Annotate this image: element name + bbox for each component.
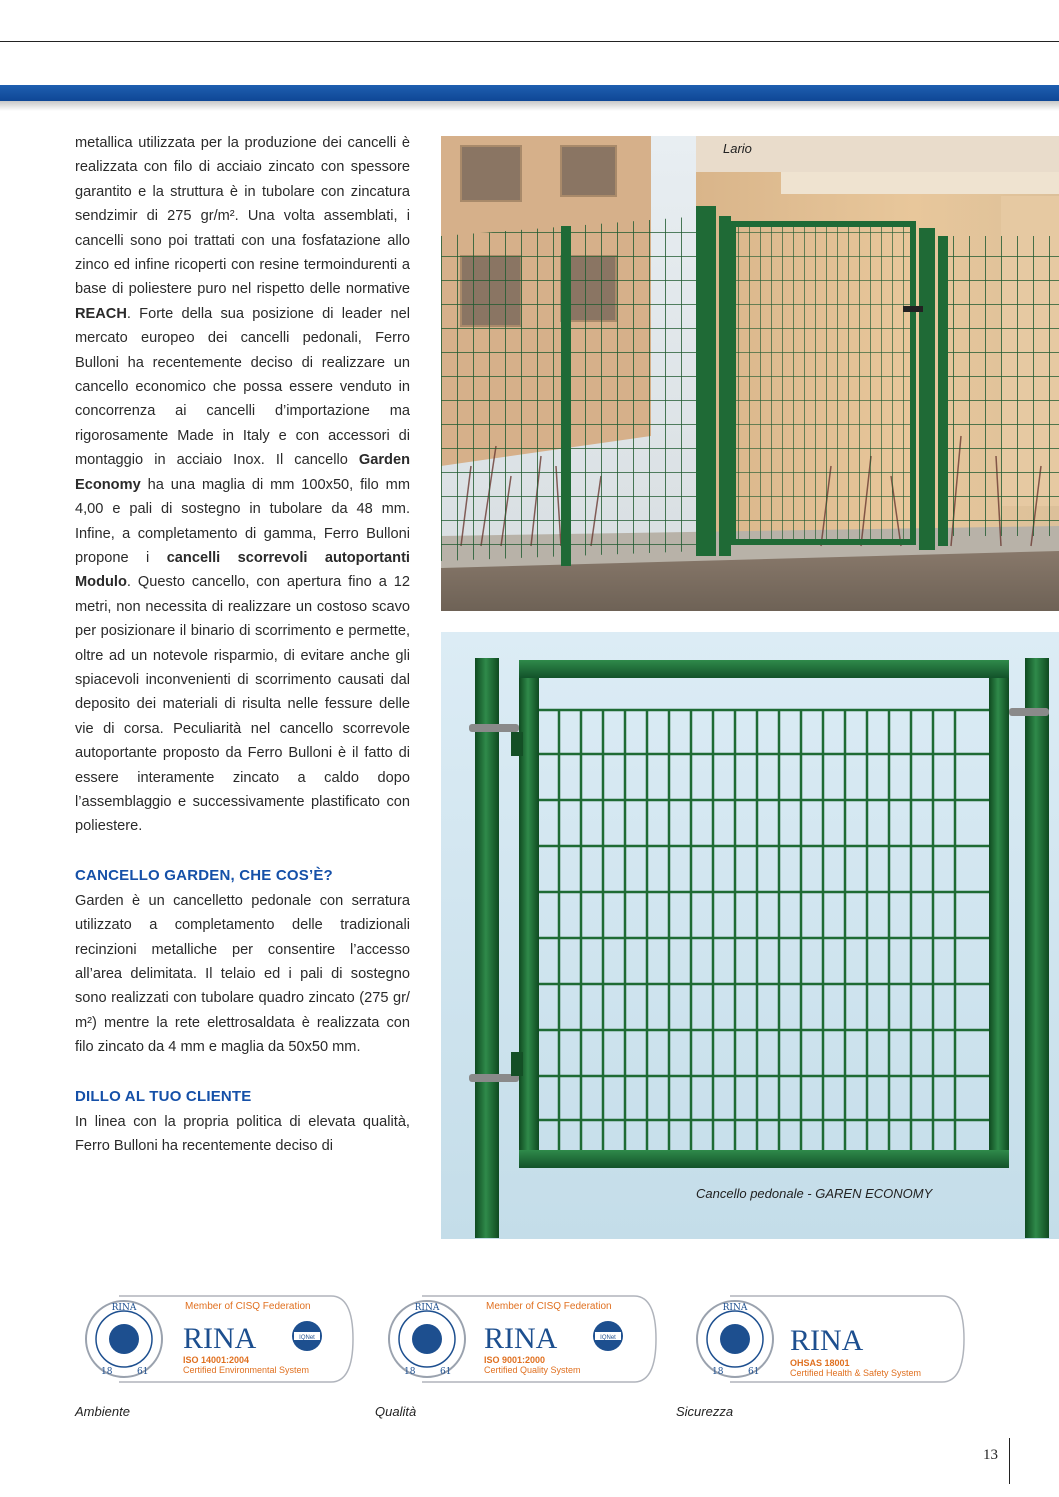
rina-safety-logo	[690, 1290, 966, 1388]
seal-year-right: 61	[440, 1367, 452, 1377]
photo-caption-lario: Lario	[723, 141, 752, 156]
gate-illustration	[441, 632, 1059, 1239]
ohsas-standard: OHSAS 18001	[790, 1358, 850, 1368]
seal-top-text: RINA	[414, 1303, 440, 1313]
paragraph-text: metallica utilizzata per la produzione dei cancelli è realizzata con filo di acciaio zincato con spessore garantito e la struttura è in tubolare con zincatura sendzimir di 275 gr/m². Una volta assemblati, i cancelli sono poi trattati con una fosfatazione allo zinco ed infine ricoperti con resine termoindurenti a base di poliestere puro nel rispetto delle normative	[75, 135, 410, 298]
cisq-member-text: Member of CISQ Federation	[486, 1301, 612, 1312]
system-text: Certified Environmental System	[183, 1365, 310, 1375]
rina-environment-logo	[79, 1290, 355, 1388]
article-text-column	[75, 131, 410, 1158]
rina-brand: RINA	[183, 1322, 257, 1355]
iqnet-badge-text: IQNet	[600, 1335, 616, 1341]
header-band-shadow	[0, 101, 1059, 111]
fence-photo-illustration	[441, 136, 1059, 611]
seal-year-right: 61	[748, 1367, 760, 1377]
section-heading-cliente: DILLO AL TUO CLIENTE	[75, 1087, 252, 1105]
seal-year-left: 18	[712, 1367, 724, 1377]
article-paragraph-1	[75, 131, 410, 839]
iso-standard: ISO 14001:2004	[183, 1355, 250, 1365]
rina-brand: RINA	[484, 1322, 558, 1355]
caption-qualita: Qualità	[375, 1404, 417, 1419]
rina-brand: RINA	[790, 1324, 864, 1357]
header-blue-band	[0, 85, 1059, 101]
paragraph-text: ha una maglia di mm 100x50, filo mm 4,00 e pali di sostegno in tubolare da 48 mm. Infine, a completamento di gamma, Ferro Bulloni propone i	[75, 476, 410, 566]
article-paragraph-2: Garden è un cancelletto pedonale con serratura utilizzato a completamento delle tradizionali recinzioni metalliche per consentire l’accesso all’area delimitata. Il telaio ed i pali di sostegno sono realizzati con tubolare quadro zincato (275 gr/ m²) mentre la rete elettrosaldata è realizzata con filo zincato da 4 mm e maglia da 50x50 mm.	[75, 892, 410, 1056]
bold-modulo: cancelli scorrevoli autoportanti Modulo	[75, 549, 410, 591]
iso-standard: ISO 9001:2000	[484, 1355, 546, 1365]
page-number: 13	[983, 1447, 998, 1463]
paragraph-text: . Forte della sua posizione di leader nel mercato europeo dei cancelli pedonali, Ferro Bulloni ha recentemente deciso di realizzare un cancello economico che possa essere venduto in concorrenza ai cancelli d’importazione ma rigorosamente Made in Italy e con accessori di montaggio in acciaio Inox. Il cancello	[75, 305, 410, 469]
top-rule	[0, 41, 1059, 42]
photo-caption-gate: Cancello pedonale - GAREN ECONOMY	[696, 1186, 933, 1201]
seal-year-right: 61	[137, 1367, 149, 1377]
system-text: Certified Quality System	[484, 1365, 581, 1375]
seal-top-text: RINA	[111, 1303, 137, 1313]
page-number-rule	[1009, 1438, 1010, 1484]
caption-ambiente: Ambiente	[75, 1404, 130, 1419]
gate-product-photo	[441, 632, 1059, 1239]
seal-year-left: 18	[101, 1367, 113, 1377]
paragraph-text: . Questo cancello, con apertura fino a 12 metri, non necessita di realizzare un costoso scavo per posizionare il binario di scorrimento e permette, oltre ad un notevole risparmio, di evitare anche gli spiacevoli inconvenienti di scorrimento causati dal deposito dei materiali di risulta nelle fessure delle vie di corsa. Peculiarità nel cancello scorrevole autoportante proposto da Ferro Bulloni è il fatto di essere interamente zincato a caldo dopo l’assemblaggio e successivamente plastificato con poliestere.	[75, 574, 410, 835]
caption-sicurezza: Sicurezza	[676, 1404, 734, 1419]
fence-photo	[441, 136, 1059, 611]
rina-quality-logo	[382, 1290, 658, 1388]
system-text: Certified Health & Safety System	[790, 1368, 922, 1378]
cisq-member-text: Member of CISQ Federation	[185, 1301, 311, 1312]
seal-year-left: 18	[404, 1367, 416, 1377]
iqnet-badge-text: IQNet	[299, 1335, 315, 1341]
seal-top-text: RINA	[722, 1303, 748, 1313]
bold-reach: REACH	[75, 305, 127, 322]
bold-garden-economy: Garden Economy	[75, 452, 410, 493]
article-paragraph-3: In linea con la propria politica di elevata qualità, Ferro Bulloni ha recentemente deciso di	[75, 1113, 410, 1155]
section-heading-garden: CANCELLO GARDEN, CHE COS’È?	[75, 866, 333, 884]
